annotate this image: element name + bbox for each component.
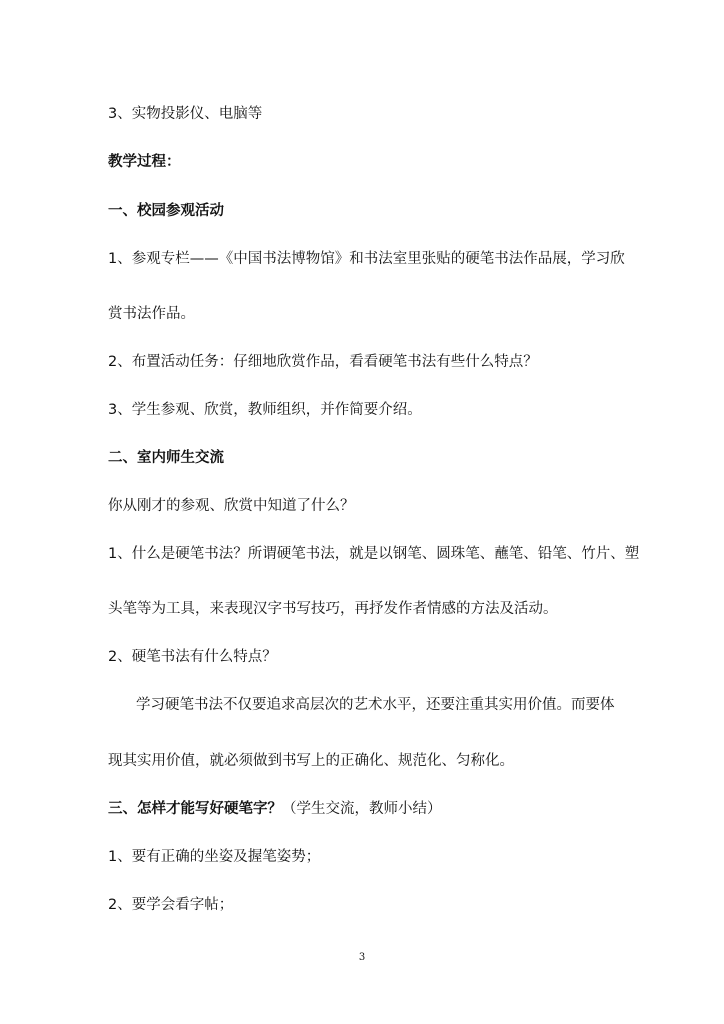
section-heading-2: 二、室内师生交流 [108,450,224,466]
paragraph-line: 你从刚才的参观、欣赏中知道了什么？ [108,498,355,514]
material-item-3: 3、实物投影仪、电脑等 [108,106,263,122]
paragraph-line: 2、布置活动任务：仔细地欣赏作品，看看硬笔书法有些什么特点？ [108,354,538,370]
paragraph-line: 赏书法作品。 [108,306,195,322]
paragraph-line: 2、要学会看字帖； [108,897,234,913]
paragraph-line: 头笔等为工具，来表现汉字书写技巧，再抒发作者情感的方法及活动。 [108,601,558,617]
paragraph-line: 学习硬笔书法不仅要追求高层次的艺术水平，还要注重其实用价值。而要体 [136,697,615,713]
paragraph-line: 1、什么是硬笔书法？所谓硬笔书法，就是以钢笔、圆珠笔、蘸笔、铅笔、竹片、塑 [108,546,640,562]
section-heading-process: 教学过程： [108,154,181,170]
section-heading-3 [108,799,442,819]
paragraph-line: 2、硬笔书法有什么特点？ [108,649,277,665]
paragraph-line: 现其实用价值，就必须做到书写上的正确化、规范化、匀称化。 [108,753,514,769]
paragraph-line: 1、参观专栏——《中国书法博物馆》和书法室里张贴的硬笔书法作品展，学习欣 [108,251,625,267]
page-number: 3 [358,952,366,963]
section-heading-1: 一、校园参观活动 [108,203,224,219]
section-heading-3-title: 三、怎样才能写好硬笔字？ [108,801,282,817]
paragraph-line: 1、要有正确的坐姿及握笔姿势； [108,849,321,865]
section-heading-3-note: （学生交流，教师小结） [282,801,442,817]
paragraph-line: 3、学生参观、欣赏，教师组织，并作简要介绍。 [108,402,422,418]
